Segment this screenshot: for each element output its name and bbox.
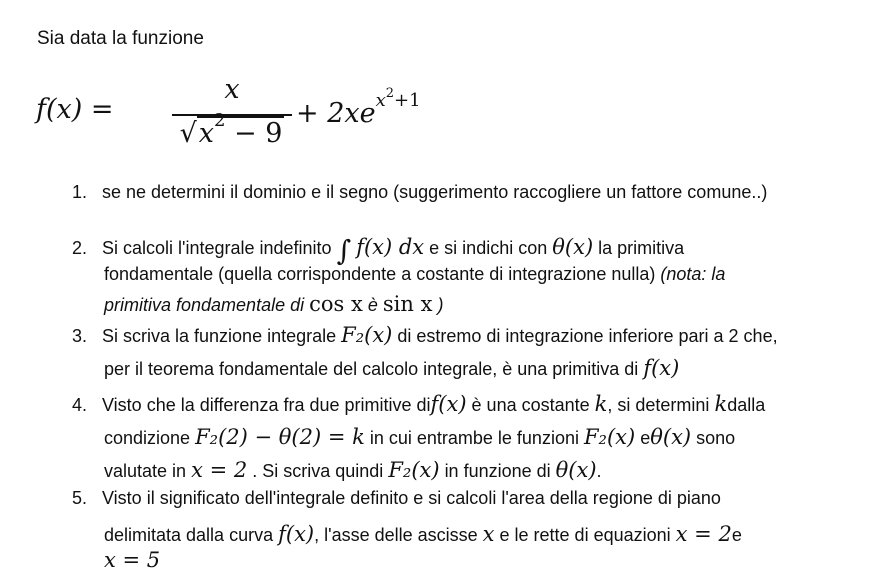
f-function: f(x): [430, 392, 467, 416]
exponent-base: x: [375, 90, 386, 111]
condition-equation: F₂(2) − θ(2) = k: [195, 425, 365, 449]
x-variable: x: [482, 522, 495, 546]
formula-lhs: f(x) =: [36, 94, 114, 125]
item-text: fondamentale (quella corrispondente a costante di integrazione nulla): [104, 264, 656, 284]
note-text: è: [367, 295, 378, 315]
list-item-3-line-2: [104, 356, 679, 380]
radicand-exponent: 2: [214, 110, 226, 131]
item-text: , si determini: [607, 395, 710, 415]
note-text: ): [437, 295, 444, 315]
F2-function: F₂(x): [388, 458, 440, 482]
list-item-1: [72, 182, 767, 203]
fraction-numerator: x: [224, 74, 240, 105]
list-item-4: [72, 392, 765, 416]
formula-rhs: [296, 86, 421, 129]
item-text: di estremo di integrazione inferiore pari a 2 che,: [397, 326, 778, 346]
item-text: è una costante: [471, 395, 590, 415]
item-text: la primitiva: [598, 238, 685, 258]
item-text: .: [596, 461, 602, 481]
radicand-base: x: [198, 118, 215, 149]
item-text: e: [731, 525, 742, 545]
item-text: e si indichi con: [429, 238, 548, 258]
f-function: f(x): [278, 522, 315, 546]
item-number: 4.: [72, 395, 88, 415]
item-number: 2.: [72, 238, 88, 258]
item-text: Visto il significato dell'integrale definito e si calcoli l'area della regione di piano: [102, 488, 721, 508]
exponent-rest: +1: [394, 90, 421, 111]
plus-term: + 2xe: [296, 98, 376, 129]
sqrt-icon: √: [179, 118, 197, 149]
cos-expression: cos x: [309, 292, 363, 316]
item-text: Visto che la differenza fra due primitive di: [102, 395, 431, 415]
integrand: f(x) dx: [356, 235, 425, 259]
F2-function: F₂(x): [583, 425, 636, 449]
item-number: 5.: [72, 488, 88, 508]
item-text: , l'asse delle ascisse: [314, 525, 478, 545]
f-function: f(x): [643, 356, 680, 380]
item-text: . Si scriva quindi: [252, 461, 384, 481]
item-text: per il teorema fondamentale del calcolo integrale, è una primitiva di: [104, 359, 639, 379]
exponent: [375, 86, 421, 111]
item-text: e le rette di equazioni: [499, 525, 671, 545]
item-text: sono: [696, 428, 736, 448]
x-equals-2: x = 2: [675, 522, 732, 546]
item-number: 3.: [72, 326, 88, 346]
list-item-3: [72, 323, 778, 347]
F2-function: F₂(x): [341, 323, 393, 347]
integral-icon: ∫: [336, 234, 352, 267]
list-item-2-line-3: [104, 292, 443, 316]
item-text: in cui entrambe le funzioni: [369, 428, 579, 448]
x-equals-2: x = 2: [191, 458, 248, 482]
fraction-denominator: [172, 110, 292, 149]
list-item-5: [72, 488, 721, 509]
list-item-5-line-3: [104, 548, 160, 572]
note-text: primitiva fondamentale di: [104, 295, 305, 315]
theta-function: θ(x): [552, 235, 594, 259]
item-number: 1.: [72, 182, 88, 202]
k-variable: k: [594, 392, 608, 416]
item-text: condizione: [104, 428, 191, 448]
note-text: (nota: la: [660, 264, 726, 284]
formula-fraction: [172, 74, 292, 150]
theta-function: θ(x): [555, 458, 597, 482]
list-item-2: [72, 234, 684, 267]
item-text: in funzione di: [444, 461, 551, 481]
x-equals-5: x = 5: [104, 548, 161, 572]
list-item-2-line-2: [104, 264, 725, 285]
theta-function: θ(x): [650, 425, 692, 449]
intro-text: Sia data la funzione: [37, 28, 204, 49]
item-text: Si calcoli l'integrale indefinito: [102, 238, 332, 258]
list-item-4-line-2: [104, 425, 735, 449]
exponent-square: 2: [385, 86, 395, 101]
item-text: delimitata dalla curva: [104, 525, 274, 545]
item-text: e: [640, 428, 651, 448]
item-text: dalla: [727, 395, 766, 415]
sin-expression: sin x: [382, 292, 433, 316]
radicand-rest: − 9: [225, 118, 283, 149]
k-variable: k: [714, 392, 728, 416]
item-text: valutate in: [104, 461, 187, 481]
list-item-5-line-2: [104, 522, 742, 546]
list-item-4-line-3: [104, 458, 602, 482]
item-text: Si scriva la funzione integrale: [102, 326, 337, 346]
item-text: se ne determini il dominio e il segno (suggerimento raccogliere un fattore comune..): [102, 182, 768, 202]
